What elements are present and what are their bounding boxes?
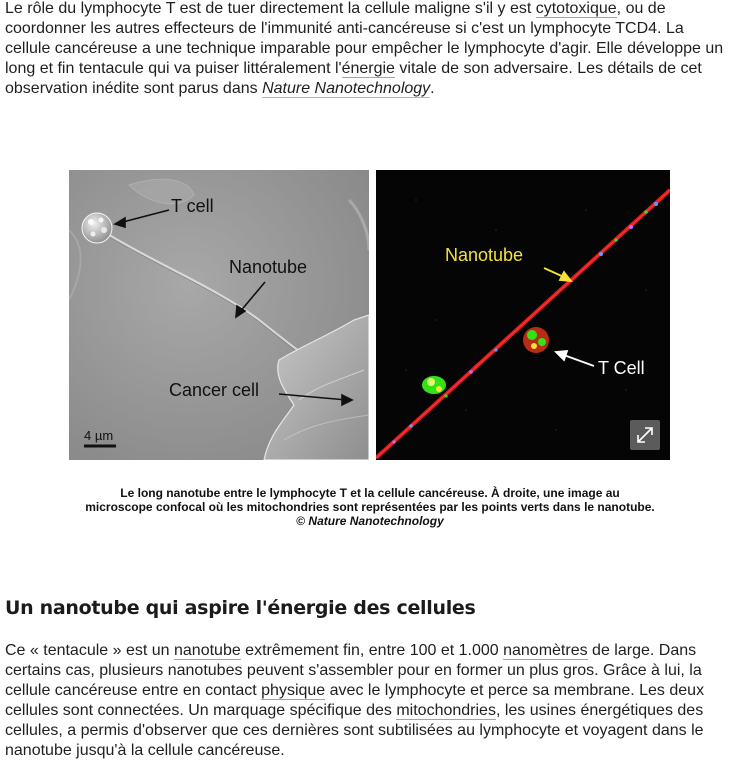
confocal-image-panel xyxy=(376,170,670,460)
link-nature-nanotechnology[interactable]: Nature Nanotechnology xyxy=(262,80,431,97)
label-cancer-cell-sem: Cancer cell xyxy=(169,380,260,400)
section-paragraph xyxy=(5,641,727,761)
scale-bar-label: 4 µm xyxy=(84,428,114,443)
caption-source: Nature Nanotechnology xyxy=(308,514,444,528)
label-nanotube-confocal: Nanotube xyxy=(445,245,524,265)
intro-paragraph xyxy=(5,0,727,99)
intro-text-1: Le rôle du lymphocyte T est de tuer directement la cellule maligne s'il y est xyxy=(5,0,536,17)
sem-image-panel xyxy=(69,170,369,460)
section-text-5: , les usines énergétiques des cellules, a permis d'observer que ces dernières sont subtilisées au lymphocyte et voyagent dans le nanotube jusqu'à la cellule cancéreuse. xyxy=(5,702,704,759)
link-nanotube[interactable]: nanotube xyxy=(174,642,241,659)
intro-text-4: . xyxy=(430,80,435,97)
intro-text-2: , ou de coordonner les autres effecteurs de l'immunité anti-cancéreuse si c'est un lymphocyte TCD4. La cellule cancéreuse a une technique imparable pour empêcher le lymphocyte d'agir. Elle développe un long et fin tentacule qui va puiser littéralement l' xyxy=(5,0,724,77)
link-energie[interactable]: énergie xyxy=(341,60,395,77)
link-nanometres[interactable]: nanomètres xyxy=(503,642,588,659)
section-text-4: avec le lymphocyte et perce sa membrane. Les deux cellules sont connectées. Un marquage spécifique des xyxy=(5,682,705,719)
intro-text-3: vitale de son adversaire. Les détails de cet observation inédite sont parus dans xyxy=(5,60,702,97)
link-physique[interactable]: physique xyxy=(261,682,326,699)
link-mitochondries[interactable]: mitochondries xyxy=(396,702,496,719)
section-text-3: de large. Dans certains cas, plusieurs nanotubes peuvent s'assembler pour en former un plus gros. Grâce à lui, la cellule cancéreuse entre en contact xyxy=(5,642,702,699)
sem-image xyxy=(69,170,369,460)
link-cytotoxique[interactable]: cytotoxique xyxy=(535,0,617,17)
label-t-cell-confocal: T Cell xyxy=(598,358,645,378)
caption-text: Le long nanotube entre le lymphocyte T et la cellule cancéreuse. À droite, une image au microscope confocal où les mitochondries sont représentées par les points verts dans le nanotube. © xyxy=(85,486,655,528)
label-t-cell-sem: T cell xyxy=(171,196,214,216)
section-text-2: extrêmement fin, entre 100 et 1.000 xyxy=(240,642,504,659)
confocal-image xyxy=(376,170,670,460)
label-nanotube-sem: Nanotube xyxy=(229,257,308,277)
article-figure xyxy=(69,170,670,460)
section-text-1: Ce « tentacule » est un xyxy=(5,642,174,659)
expand-arrows-icon xyxy=(630,420,660,450)
expand-image-button[interactable] xyxy=(630,420,660,450)
section-heading: Un nanotube qui aspire l'énergie des cellules xyxy=(5,597,476,619)
figure-caption xyxy=(85,486,655,528)
